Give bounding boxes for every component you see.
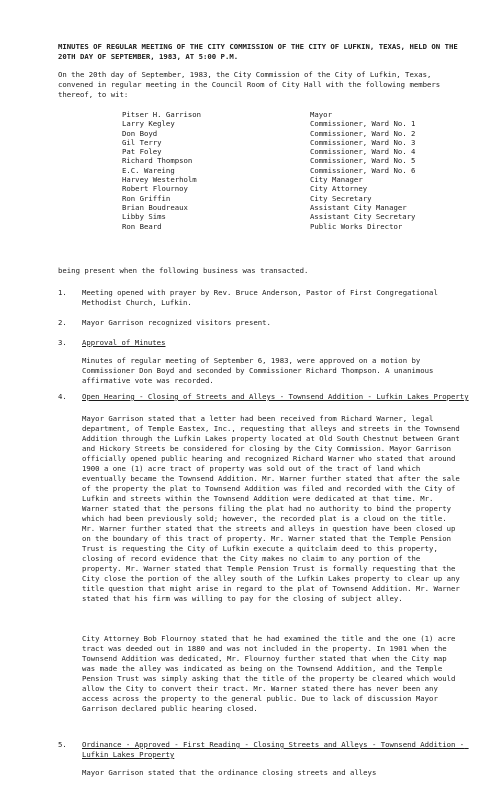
ordinance-paragraph: Mayor Garrison stated that the ordinance closing streets and alleys: [82, 768, 377, 777]
member-title: Public Works Director: [310, 221, 403, 231]
member-name: Robert Flournoy: [122, 184, 188, 194]
member-row: [0, 156, 486, 165]
member-name: Richard Thompson: [122, 156, 193, 166]
after-members-text: being present when the following business was transacted.: [58, 266, 309, 275]
member-name: Gil Terry: [122, 137, 162, 147]
member-name: Don Boyd: [122, 128, 158, 138]
member-row: [0, 129, 486, 138]
member-row: [0, 166, 486, 175]
member-title: Commissioner, Ward No. 6: [310, 165, 416, 175]
item-number: 2.: [58, 318, 67, 327]
document-title: MINUTES OF REGULAR MEETING OF THE CITY COMMISSION OF THE CITY OF LUFKIN, TEXAS, HELD ON THE 20TH DAY OF SEPTEMBER, 1983, AT 5:00 P.M.: [58, 42, 463, 61]
member-title: City Secretary: [310, 193, 372, 203]
item-text: Meeting opened with prayer by Rev. Bruce Anderson, Pastor of First Congregational Methodist Church, Lufkin.: [82, 288, 443, 307]
minutes-approval-paragraph: Minutes of regular meeting of September 6, 1983, were approved on a motion by Commissioner Don Boyd and seconded by Commissioner Richard Thompson. A unanimous affirmative vote was recorded.: [82, 356, 438, 385]
member-title: Mayor: [310, 110, 332, 119]
member-title: Commissioner, Ward No. 5: [310, 156, 416, 166]
member-title: Commissioner, Ward No. 4: [310, 147, 416, 157]
member-name: Harvey Westerholm: [122, 175, 197, 185]
member-row: [0, 147, 486, 156]
member-row: [0, 184, 486, 193]
members-list: [0, 110, 486, 231]
item-heading: Open Hearing - Closing of Streets and Alleys - Townsend Addition - Lufkin Lakes Property: [82, 392, 469, 401]
member-row: [0, 212, 486, 221]
member-title: Commissioner, Ward No. 1: [310, 119, 416, 129]
item-number: 3.: [58, 338, 67, 347]
item-text: Mayor Garrison recognized visitors present.: [82, 318, 271, 327]
member-title: Assistant City Manager: [310, 202, 407, 212]
member-name: Brian Boudreaux: [122, 202, 188, 212]
member-name: Larry Kegley: [122, 119, 175, 129]
item-number: 5.: [58, 740, 67, 749]
member-row: [0, 175, 486, 184]
member-name: Pitser H. Garrison: [122, 110, 202, 119]
member-title: Commissioner, Ward No. 3: [310, 137, 416, 147]
item-number: 1.: [58, 288, 67, 297]
member-name: Ron Griffin: [122, 193, 171, 203]
member-row: [0, 138, 486, 147]
member-title: City Attorney: [310, 184, 368, 194]
member-title: Assistant City Secretary: [310, 212, 416, 222]
member-row: [0, 203, 486, 212]
member-name: Ron Beard: [122, 221, 162, 231]
item-number: 4.: [58, 392, 67, 401]
member-title: Commissioner, Ward No. 2: [310, 128, 416, 138]
member-title: City Manager: [310, 175, 363, 185]
member-name: Libby Sims: [122, 212, 166, 222]
member-row: [0, 222, 486, 231]
member-row: [0, 110, 486, 119]
member-name: E.C. Wareing: [122, 165, 175, 175]
attorney-paragraph: City Attorney Bob Flournoy stated that he had examined the title and the one (1) acre tract was deeded out in 1880 and was not included in the property. In 1901 when the Townsend Addition was dedicated, Mr. Flournoy further stated that when the City map was made the alley was indicated as being on the Townsend Addition, and the Temple Pension Trust was simply asking that the title of the property be cleared which would allow the City to convert their tract. Mr. Warner stated there has never been any access across the property to the general public. Due to lack of discussion Mayor Garrison declared public hearing closed.: [82, 634, 460, 713]
intro-paragraph: On the 20th day of September, 1983, the City Commission of the City of Lufkin, Texas, convened in regular meeting in the Council Room of City Hall with the following members thereof, to wit:: [58, 70, 445, 99]
item-heading: Ordinance - Approved - First Reading - Closing Streets and Alleys - Townsend Addition - Lufkin Lakes Property: [82, 740, 469, 759]
item-heading: Approval of Minutes: [82, 338, 166, 347]
member-row: [0, 119, 486, 128]
hearing-paragraph: Mayor Garrison stated that a letter had been received from Richard Warner, legal department, of Temple Eastex, Inc., requesting that alleys and streets in the Townsend Addition through the Lufkin Lakes property located at Old South Chestnut between Grant and Hickory Streets be considered for closing by the City Commission. Mayor Garrison officially opened public hearing and recognized Richard Warner who stated that around 1900 a one (1) acre tract of property was sold out of the tract of land which eventually became the Townsend Addition. Mr. Warner further stated that after the sale of the property the plat to Townsend Addition was filed and recorded with the City of Lufkin and streets within the Townsend Addition were dedicated at that time. Mr. Warner stated that the persons filing the plat had no authority to bind the property which had been previously sold; however, the recorded plat is a cloud on the title. Mr. Warner further stated that the streets and alleys in question have been closed up on the boundary of this tract of property. Mr. Warner stated that the Temple Pension Trust is requesting the City of Lufkin execute a quitclaim deed to this property, closing of record evidence that the City makes no claim to any portion of the property. Mr. Warner stated that Temple Pension Trust is formally requesting that the City close the portion of the alley south of the Lufkin Lakes property to clear up any title question that might arise in regard to the plat of Townsend Addition. Mr. Warner stated that his firm was willing to pay for the closing of subject alley.: [82, 414, 465, 603]
member-name: Pat Foley: [122, 147, 162, 157]
member-row: [0, 194, 486, 203]
